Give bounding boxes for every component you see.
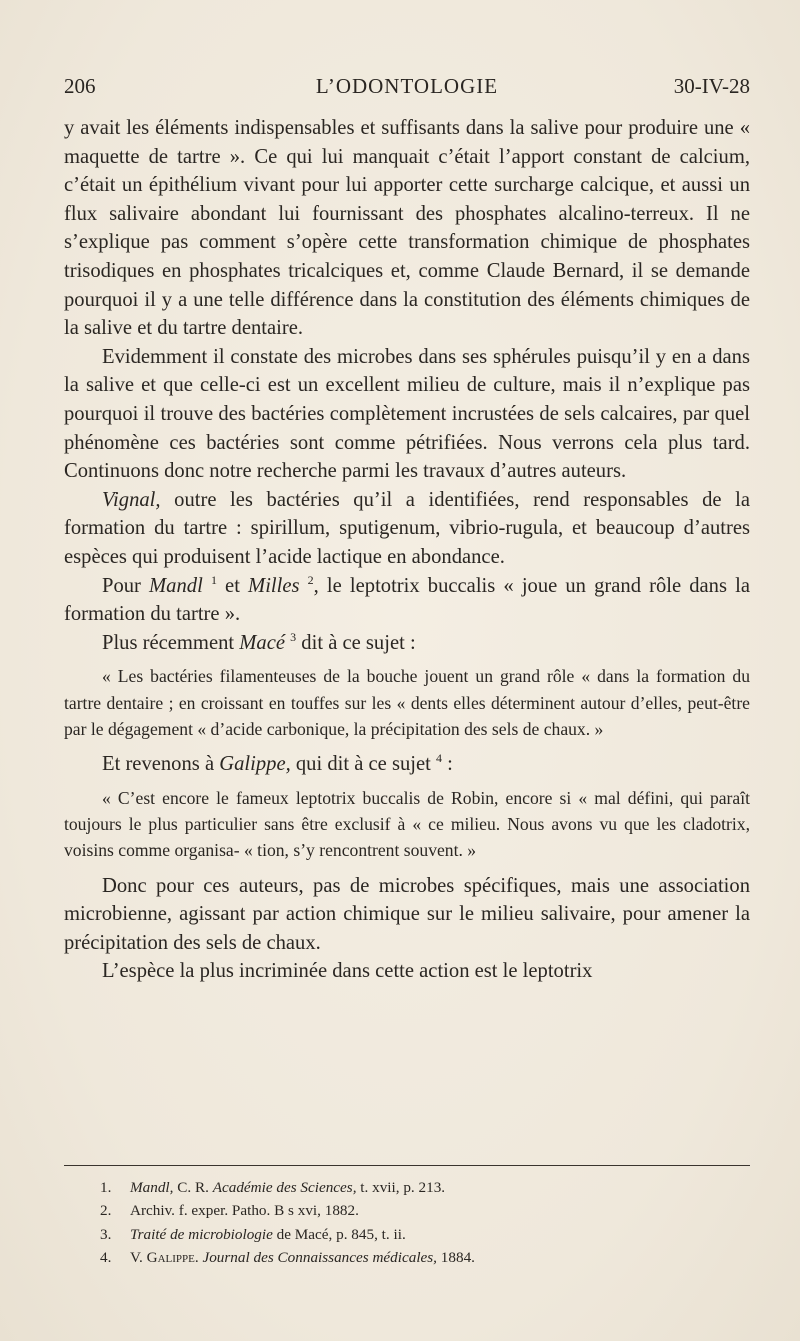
author-galippe: Galippe, — [219, 753, 291, 776]
footnote-2 — [100, 1199, 740, 1222]
footnote-ref-1: 1 — [210, 572, 217, 587]
footnote-author: Mandl, — [130, 1179, 174, 1196]
footnote-source: Journal des Connaissances médicales, — [202, 1249, 437, 1267]
footnote-detail: 1884. — [436, 1249, 475, 1267]
footnote-3 — [100, 1223, 740, 1246]
author-milles: Milles — [248, 574, 300, 597]
paragraph-5-pre: Plus récemment — [102, 631, 240, 654]
paragraph-6 — [64, 750, 750, 779]
footnote-ref-4: 4 — [436, 751, 443, 766]
footnote-1 — [100, 1176, 740, 1199]
paragraph-5-text: dit à ce sujet : — [296, 631, 416, 654]
quote-mace: « Les bactéries filamenteuses de la bouche jouent un grand rôle « dans la formation du tartre dentaire ; en croissant en touffes sur les « dents elles déterminent autour d’elles, peut-être par le dégagement « d’acide carbonique, la précipitation des sels de chaux. » — [64, 666, 750, 739]
footnote-source: Académie des Sciences, — [212, 1179, 357, 1196]
footnote-ref-2: 2 — [307, 572, 314, 587]
author-mandl: Mandl — [149, 574, 203, 597]
spacer — [64, 742, 750, 750]
footnote-number: 2. — [100, 1202, 112, 1220]
footnote-text: C. R. — [173, 1179, 213, 1196]
footnote-source: Traité de microbiologie — [130, 1225, 273, 1243]
footnote-number: 4. — [100, 1249, 112, 1267]
author-vignal: Vignal, — [102, 488, 161, 511]
paragraph-7: Donc pour ces auteurs, pas de microbes spécifiques, mais une association microbienne, agissant par action chimique sur le milieu salivaire, pour amener la précipitation des sels de chaux. — [64, 874, 750, 954]
footnote-divider — [64, 1165, 750, 1166]
paragraph-1: y avait les éléments indispensables et suffisants dans la salive pour produire une « maquette de tartre ». Ce qui lui manquait c’était l’apport constant de calcium, c’était un épithélium vivant pour lui apporter cette surcharge calcique, et aussi un flux salivaire abondant lui fournissant des phosphates alcalino-terreux. Il ne s’explique pas comment s’opère cette transformation chimique de phosphates trisodiques en phosphates tricalciques et, comme Claude Bernard, il se demande pourquoi il y a une telle différence dans la constitution des éléments chimiques de la salive et du tartre dentaire. — [64, 117, 750, 340]
running-title: L’ODONTOLOGIE — [315, 74, 499, 98]
author-mace: Macé — [239, 631, 285, 654]
paragraph-4-pre: Pour — [102, 574, 150, 597]
footnote-detail: de Macé, p. 845, t. ii. — [272, 1225, 406, 1243]
running-header — [64, 74, 750, 104]
footnote-number: 3. — [100, 1225, 112, 1243]
footnote-detail: t. xvii, p. 213. — [356, 1179, 446, 1196]
paragraph-3 — [64, 486, 750, 572]
paragraph-6-text: qui dit à ce sujet — [290, 753, 431, 776]
issue-date: 30-IV-28 — [673, 74, 750, 98]
footnote-number: 1. — [100, 1179, 112, 1196]
quote-galippe: « C’est encore le fameux leptotrix buccalis de Robin, encore si « mal défini, qui paraît toujours le plus particulier sans être exclusif à « ce milieu. Nous avons vu que les cladotrix, voisins comme organisa- « tion, s’y rencontrent souvent. » — [64, 787, 750, 861]
footnote-4 — [100, 1246, 740, 1269]
footnote-ref-3: 3 — [290, 629, 297, 644]
paragraph-8: L’espèce la plus incriminée dans cette action est le leptotrix — [102, 960, 593, 983]
paragraph-4-text: , le leptotrix buccalis « joue un grand rôle dans la formation du tartre ». — [64, 574, 750, 626]
paragraph-4-mid: et — [216, 574, 249, 597]
footnotes — [100, 1176, 740, 1270]
paragraph-2: Evidemment il constate des microbes dans ses sphérules puisqu’il y en a dans la salive et que celle-ci est un excellent milieu de culture, mais il n’explique pas pourquoi il trouve des bactéries complètement incrustées de sels calcaires, par quel phénomène ces bactéries sont comme pétrifiées. Nous verrons cela plus tard. Continuons donc notre recherche parmi les travaux d’autres auteurs. — [64, 345, 750, 483]
paragraph-6-pre: Et revenons à — [102, 753, 220, 776]
paragraph-4 — [64, 572, 750, 629]
body-text — [64, 114, 750, 986]
spacer — [64, 864, 750, 872]
footnote-author: V. Galippe. — [130, 1249, 203, 1267]
paragraph-6-post: : — [442, 753, 453, 776]
paragraph-5 — [64, 629, 750, 658]
page-number: 206 — [64, 74, 96, 98]
footnote-text: Archiv. f. exper. Patho. B s xvi, 1882. — [130, 1202, 359, 1220]
paragraph-3-text: outre les bactéries qu’il a identifiées, rend responsables de la formation du tartre : spirillum, sputigenum, vibrio-rugula, et beaucoup d’autres espèces qui produisent l’acide lactique en abondance. — [64, 488, 750, 568]
